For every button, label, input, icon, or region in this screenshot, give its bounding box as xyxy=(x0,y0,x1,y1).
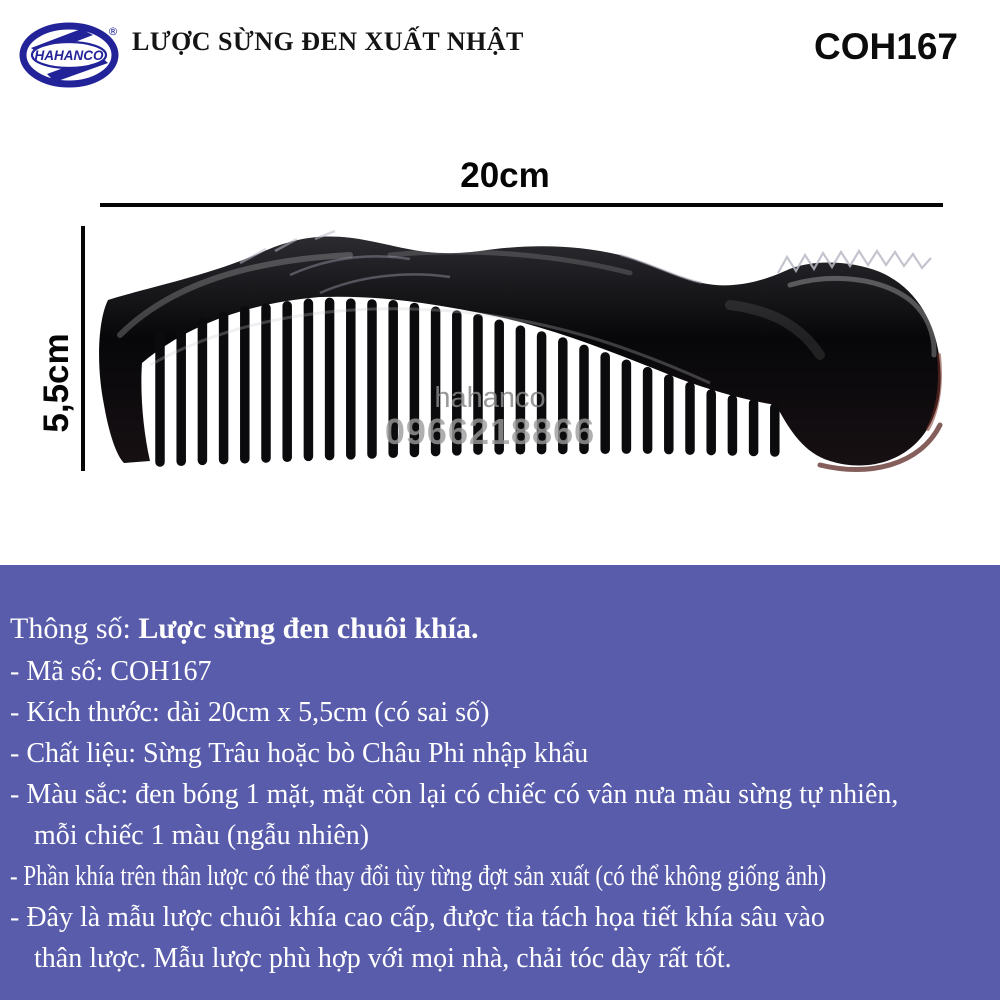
spec-panel xyxy=(0,565,1000,1000)
product-code: COH167 xyxy=(814,26,958,67)
spec-line-description: - Đây là mẫu lược chuôi khía cao cấp, được tỉa tách họa tiết khía sâu vào xyxy=(10,902,825,933)
logo-brand-text: HAHANCO xyxy=(34,48,104,63)
height-dimension-line xyxy=(81,226,85,471)
page-title: LƯỢC SỪNG ĐEN XUẤT NHẬT xyxy=(132,27,524,56)
spec-line-color-cont: mỗi chiếc 1 màu (ngẫu nhiên) xyxy=(34,820,370,851)
spec-line-pattern-note: - Phần khía trên thân lược có thể thay đổi tùy từng đợt sản xuất (có thể không giống ảnh) xyxy=(10,861,827,892)
spec-heading xyxy=(10,607,990,651)
spec-line-description-cont: thân lược. Mẫu lược phù hợp với mọi nhà, chải tóc dày rất tốt. xyxy=(34,943,732,974)
width-dimension-line xyxy=(100,203,943,207)
spec-heading-product: Lược sừng đen chuôi khía. xyxy=(138,612,479,645)
registered-mark: ® xyxy=(107,25,119,38)
height-dimension-label: 5,5cm xyxy=(37,333,76,433)
spec-line-material: - Chất liệu: Sừng Trâu hoặc bò Châu Phi nhập khẩu xyxy=(10,738,589,769)
watermark-phone: 0966218866 xyxy=(384,411,596,453)
spec-line-code: - Mã số: COH167 xyxy=(10,656,212,687)
spec-line-color: - Màu sắc: đen bóng 1 mặt, mặt còn lại có chiếc có vân nưa màu sừng tự nhiên, xyxy=(10,779,899,810)
spec-heading-prefix: Thông số: xyxy=(10,612,139,645)
watermark-brand: hahanco xyxy=(434,382,546,414)
watermark xyxy=(375,383,605,451)
width-dimension-label: 20cm xyxy=(460,156,550,195)
hahanco-logo-icon xyxy=(18,22,120,88)
spec-line-size: - Kích thước: dài 20cm x 5,5cm (có sai số) xyxy=(10,697,490,728)
